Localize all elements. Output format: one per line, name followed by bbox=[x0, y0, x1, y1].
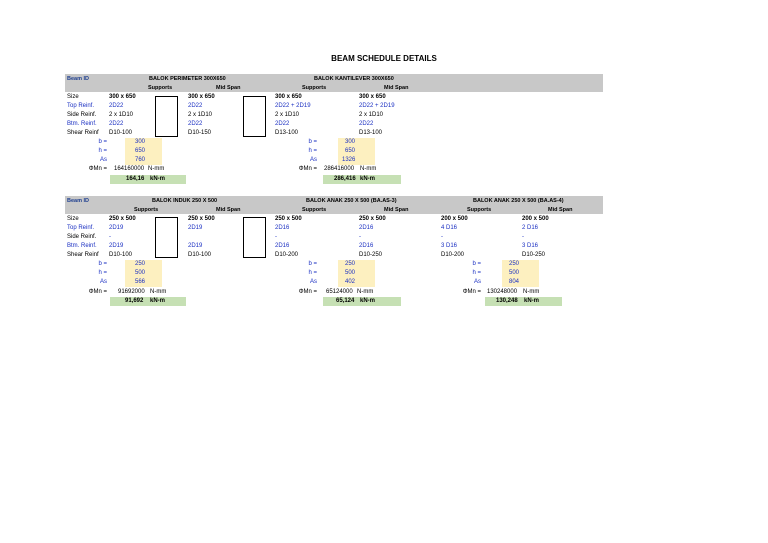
h-value: 650 bbox=[135, 148, 146, 154]
cell-size: 200 x 500 bbox=[522, 216, 549, 222]
result-bg bbox=[110, 297, 186, 306]
mn-value: 91692000 bbox=[118, 289, 145, 295]
b-value: 300 bbox=[135, 139, 146, 145]
midspan-header: Mid Span bbox=[216, 207, 241, 213]
cell-shear: D10-100 bbox=[188, 252, 212, 258]
cell-side: - bbox=[359, 234, 361, 240]
h-value: 650 bbox=[345, 148, 356, 154]
row-label-side: Side Reinf. bbox=[67, 234, 97, 240]
h-label: h = bbox=[308, 148, 317, 154]
h-label: h = bbox=[472, 270, 481, 276]
cell-btm: 3 D16 bbox=[441, 243, 458, 249]
cell-shear: D10-250 bbox=[359, 252, 383, 258]
cell-btm: 2D22 bbox=[359, 121, 374, 127]
mn-label: ΦMn = bbox=[88, 289, 107, 295]
cell-size: 300 x 650 bbox=[109, 94, 136, 100]
as-value: 1326 bbox=[342, 157, 356, 163]
b-label: b = bbox=[472, 261, 481, 267]
mn-value: 164160000 bbox=[114, 166, 145, 172]
result-value: 164,16 bbox=[126, 176, 145, 182]
as-label: As bbox=[309, 279, 317, 285]
h-label: h = bbox=[98, 270, 107, 276]
result-value: 65,124 bbox=[336, 298, 355, 304]
cell-top: 2 D16 bbox=[522, 225, 539, 231]
mn-label: ΦMn = bbox=[298, 289, 317, 295]
cell-top: 2D19 bbox=[109, 225, 124, 231]
beam-name-kantilever: BALOK KANTILEVER 300X650 bbox=[314, 76, 394, 82]
cell-side: 2 x 1D10 bbox=[109, 112, 134, 118]
cell-btm: 2D22 bbox=[188, 121, 203, 127]
cell-btm: 2D22 bbox=[109, 121, 124, 127]
result-unit: kN-m bbox=[524, 298, 540, 304]
cell-side: - bbox=[441, 234, 443, 240]
as-label: As bbox=[99, 279, 107, 285]
row-label-top: Top Reinf. bbox=[67, 225, 95, 231]
calc-bg bbox=[502, 260, 539, 287]
cell-btm: 2D19 bbox=[188, 243, 203, 249]
cell-top: 2D22 bbox=[188, 103, 203, 109]
as-label: As bbox=[473, 279, 481, 285]
beam-name-anak-4: BALOK ANAK 250 X 500 (BA.AS-4) bbox=[473, 198, 564, 204]
beam-name-anak-3: BALOK ANAK 250 X 500 (BA.AS-3) bbox=[306, 198, 397, 204]
result-value: 286,416 bbox=[334, 176, 356, 182]
cell-side: 2 x 1D10 bbox=[275, 112, 300, 118]
result-unit: kN-m bbox=[360, 298, 376, 304]
cell-shear: D13-100 bbox=[359, 130, 383, 136]
section-sketch bbox=[155, 96, 178, 137]
row-label-size: Size bbox=[67, 94, 79, 100]
cell-btm: 3 D16 bbox=[522, 243, 539, 249]
supports-header: Supports bbox=[467, 207, 492, 213]
b-value: 300 bbox=[345, 139, 356, 145]
cell-size: 300 x 650 bbox=[359, 94, 386, 100]
cell-size: 200 x 500 bbox=[441, 216, 468, 222]
row-label-btm: Btm. Reinf. bbox=[67, 121, 97, 127]
result-unit: kN-m bbox=[150, 176, 166, 182]
cell-size: 300 x 650 bbox=[188, 94, 215, 100]
result-unit: kN-m bbox=[150, 298, 166, 304]
cell-side: - bbox=[522, 234, 524, 240]
b-value: 250 bbox=[509, 261, 520, 267]
b-value: 250 bbox=[135, 261, 146, 267]
cell-shear: D10-200 bbox=[275, 252, 299, 258]
result-value: 130,248 bbox=[496, 298, 518, 304]
calc-bg bbox=[338, 260, 375, 287]
result-value: 91,692 bbox=[125, 298, 144, 304]
mn-value: 130248000 bbox=[487, 289, 518, 295]
h-value: 500 bbox=[345, 270, 356, 276]
as-value: 402 bbox=[345, 279, 356, 285]
as-value: 566 bbox=[135, 279, 146, 285]
beam-id-label: Beam ID bbox=[67, 76, 90, 82]
midspan-header: Mid Span bbox=[384, 207, 409, 213]
midspan-header: Mid Span bbox=[384, 85, 409, 91]
b-label: b = bbox=[308, 261, 317, 267]
page-title: BEAM SCHEDULE DETAILS bbox=[331, 54, 437, 63]
mn-unit: N-mm bbox=[360, 166, 377, 172]
cell-top: 2D22 bbox=[109, 103, 124, 109]
b-label: b = bbox=[98, 139, 107, 145]
cell-shear: D10-150 bbox=[188, 130, 212, 136]
h-value: 500 bbox=[509, 270, 520, 276]
cell-top: 4 D16 bbox=[441, 225, 458, 231]
row-label-size: Size bbox=[67, 216, 79, 222]
as-value: 804 bbox=[509, 279, 520, 285]
row-label-shear: Shear Reinf bbox=[67, 252, 99, 258]
b-value: 250 bbox=[345, 261, 356, 267]
cell-top: 2D22 + 2D19 bbox=[275, 103, 311, 109]
cell-btm: 2D16 bbox=[275, 243, 290, 249]
cell-top: 2D22 + 2D19 bbox=[359, 103, 395, 109]
mn-unit: N-mm bbox=[150, 289, 167, 295]
b-label: b = bbox=[308, 139, 317, 145]
row-label-shear: Shear Reinf bbox=[67, 130, 99, 136]
cell-btm: 2D22 bbox=[275, 121, 290, 127]
as-label: As bbox=[309, 157, 317, 163]
mn-label: ΦMn = bbox=[462, 289, 481, 295]
cell-shear: D10-100 bbox=[109, 252, 133, 258]
midspan-header: Mid Span bbox=[548, 207, 573, 213]
h-label: h = bbox=[308, 270, 317, 276]
cell-top: 2D16 bbox=[359, 225, 374, 231]
row-label-btm: Btm. Reinf. bbox=[67, 243, 97, 249]
supports-header: Supports bbox=[302, 85, 327, 91]
h-value: 500 bbox=[135, 270, 146, 276]
h-label: h = bbox=[98, 148, 107, 154]
beam-id-label: Beam ID bbox=[67, 198, 90, 204]
row-label-top: Top Reinf. bbox=[67, 103, 95, 109]
cell-size: 250 x 500 bbox=[359, 216, 386, 222]
mn-unit: N-mm bbox=[523, 289, 540, 295]
supports-header: Supports bbox=[148, 85, 173, 91]
cell-side: - bbox=[109, 234, 111, 240]
row-label-side: Side Reinf. bbox=[67, 112, 97, 118]
mn-label: ΦMn = bbox=[298, 166, 317, 172]
mn-unit: N-mm bbox=[357, 289, 374, 295]
b-label: b = bbox=[98, 261, 107, 267]
section-sketch bbox=[155, 217, 178, 258]
cell-size: 300 x 650 bbox=[275, 94, 302, 100]
supports-header: Supports bbox=[134, 207, 159, 213]
cell-btm: 2D16 bbox=[359, 243, 374, 249]
cell-top: 2D19 bbox=[188, 225, 203, 231]
cell-size: 250 x 500 bbox=[275, 216, 302, 222]
supports-header: Supports bbox=[302, 207, 327, 213]
cell-side: 2 x 1D10 bbox=[359, 112, 384, 118]
mn-label: ΦMn = bbox=[88, 166, 107, 172]
cell-shear: D10-100 bbox=[109, 130, 133, 136]
beam-name-perimeter: BALOK PERIMETER 300X650 bbox=[149, 76, 226, 82]
as-label: As bbox=[99, 157, 107, 163]
section-sketch bbox=[243, 217, 266, 258]
beam-name-induk: BALOK INDUK 250 X 500 bbox=[152, 198, 218, 204]
cell-btm: 2D19 bbox=[109, 243, 124, 249]
cell-side: - bbox=[275, 234, 277, 240]
mn-unit: N-mm bbox=[148, 166, 165, 172]
cell-side: 2 x 1D10 bbox=[188, 112, 213, 118]
result-unit: kN-m bbox=[360, 176, 376, 182]
as-value: 760 bbox=[135, 157, 146, 163]
midspan-header: Mid Span bbox=[216, 85, 241, 91]
cell-shear: D10-200 bbox=[441, 252, 465, 258]
mn-value: 65124000 bbox=[326, 289, 353, 295]
cell-shear: D13-100 bbox=[275, 130, 299, 136]
result-bg bbox=[110, 175, 186, 184]
cell-size: 250 x 500 bbox=[188, 216, 215, 222]
cell-top: 2D16 bbox=[275, 225, 290, 231]
mn-value: 286416000 bbox=[324, 166, 355, 172]
section-sketch bbox=[243, 96, 266, 137]
cell-size: 250 x 500 bbox=[109, 216, 136, 222]
cell-shear: D10-250 bbox=[522, 252, 546, 258]
